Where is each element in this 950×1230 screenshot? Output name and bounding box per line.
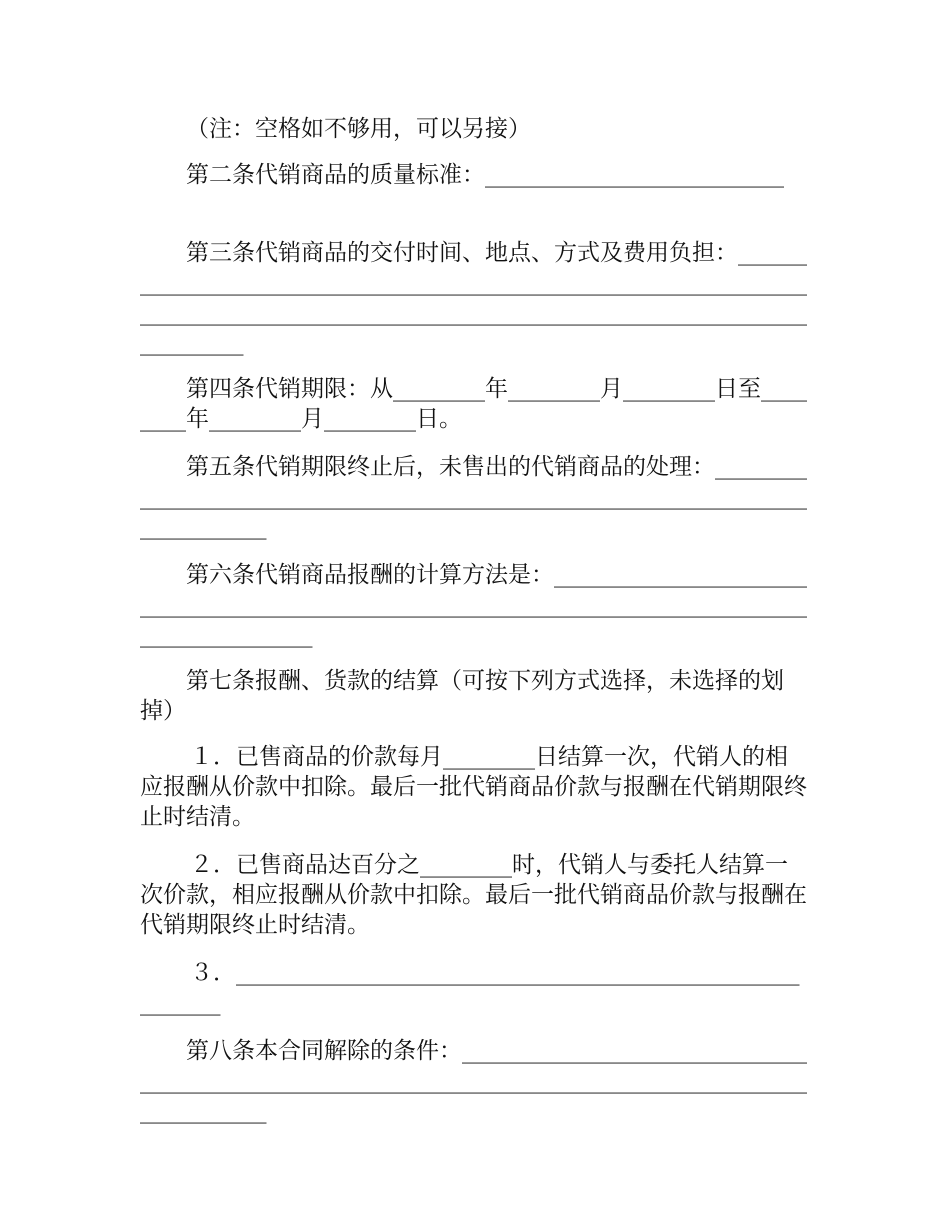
article-5-paragraph: 第五条代销期限终止后，未售出的代销商品的处理：_____________________________________________________________________________	[140, 454, 807, 540]
article-3-paragraph: 第三条代销商品的交付时间、地点、方式及费用负担：___________________________________________________________________________________________________________________________________	[140, 240, 807, 356]
article-7-paragraph: 第七条报酬、货款的结算（可按下列方式选择，未选择的划掉）	[140, 668, 784, 724]
settlement-option-1: １．已售商品的价款每月________日结算一次，代销人的相应报酬从价款中扣除。最后一批代销商品价款与报酬在代销期限终止时结清。	[140, 744, 807, 830]
settlement-option-3: ３．________________________________________________________	[140, 960, 800, 1016]
settlement-option-2: ２．已售商品达百分之________时，代销人与委托人结算一次价款，相应报酬从价款中扣除。最后一批代销商品价款与报酬在代销期限终止时结清。	[140, 852, 807, 938]
article-6-paragraph: 第六条代销商品报酬的计算方法是：_______________________________________________________________________________________________	[140, 562, 807, 648]
article-4-paragraph: 第四条代销期限：从________年________月________日至________年________月________日。	[140, 376, 807, 432]
article-2-paragraph: 第二条代销商品的质量标准：__________________________	[186, 162, 784, 188]
note-paragraph: （注：空格如不够用，可以另接）	[186, 116, 531, 142]
article-8-paragraph: 第八条本合同解除的条件：___________________________________________________________________________________________________	[140, 1038, 807, 1124]
